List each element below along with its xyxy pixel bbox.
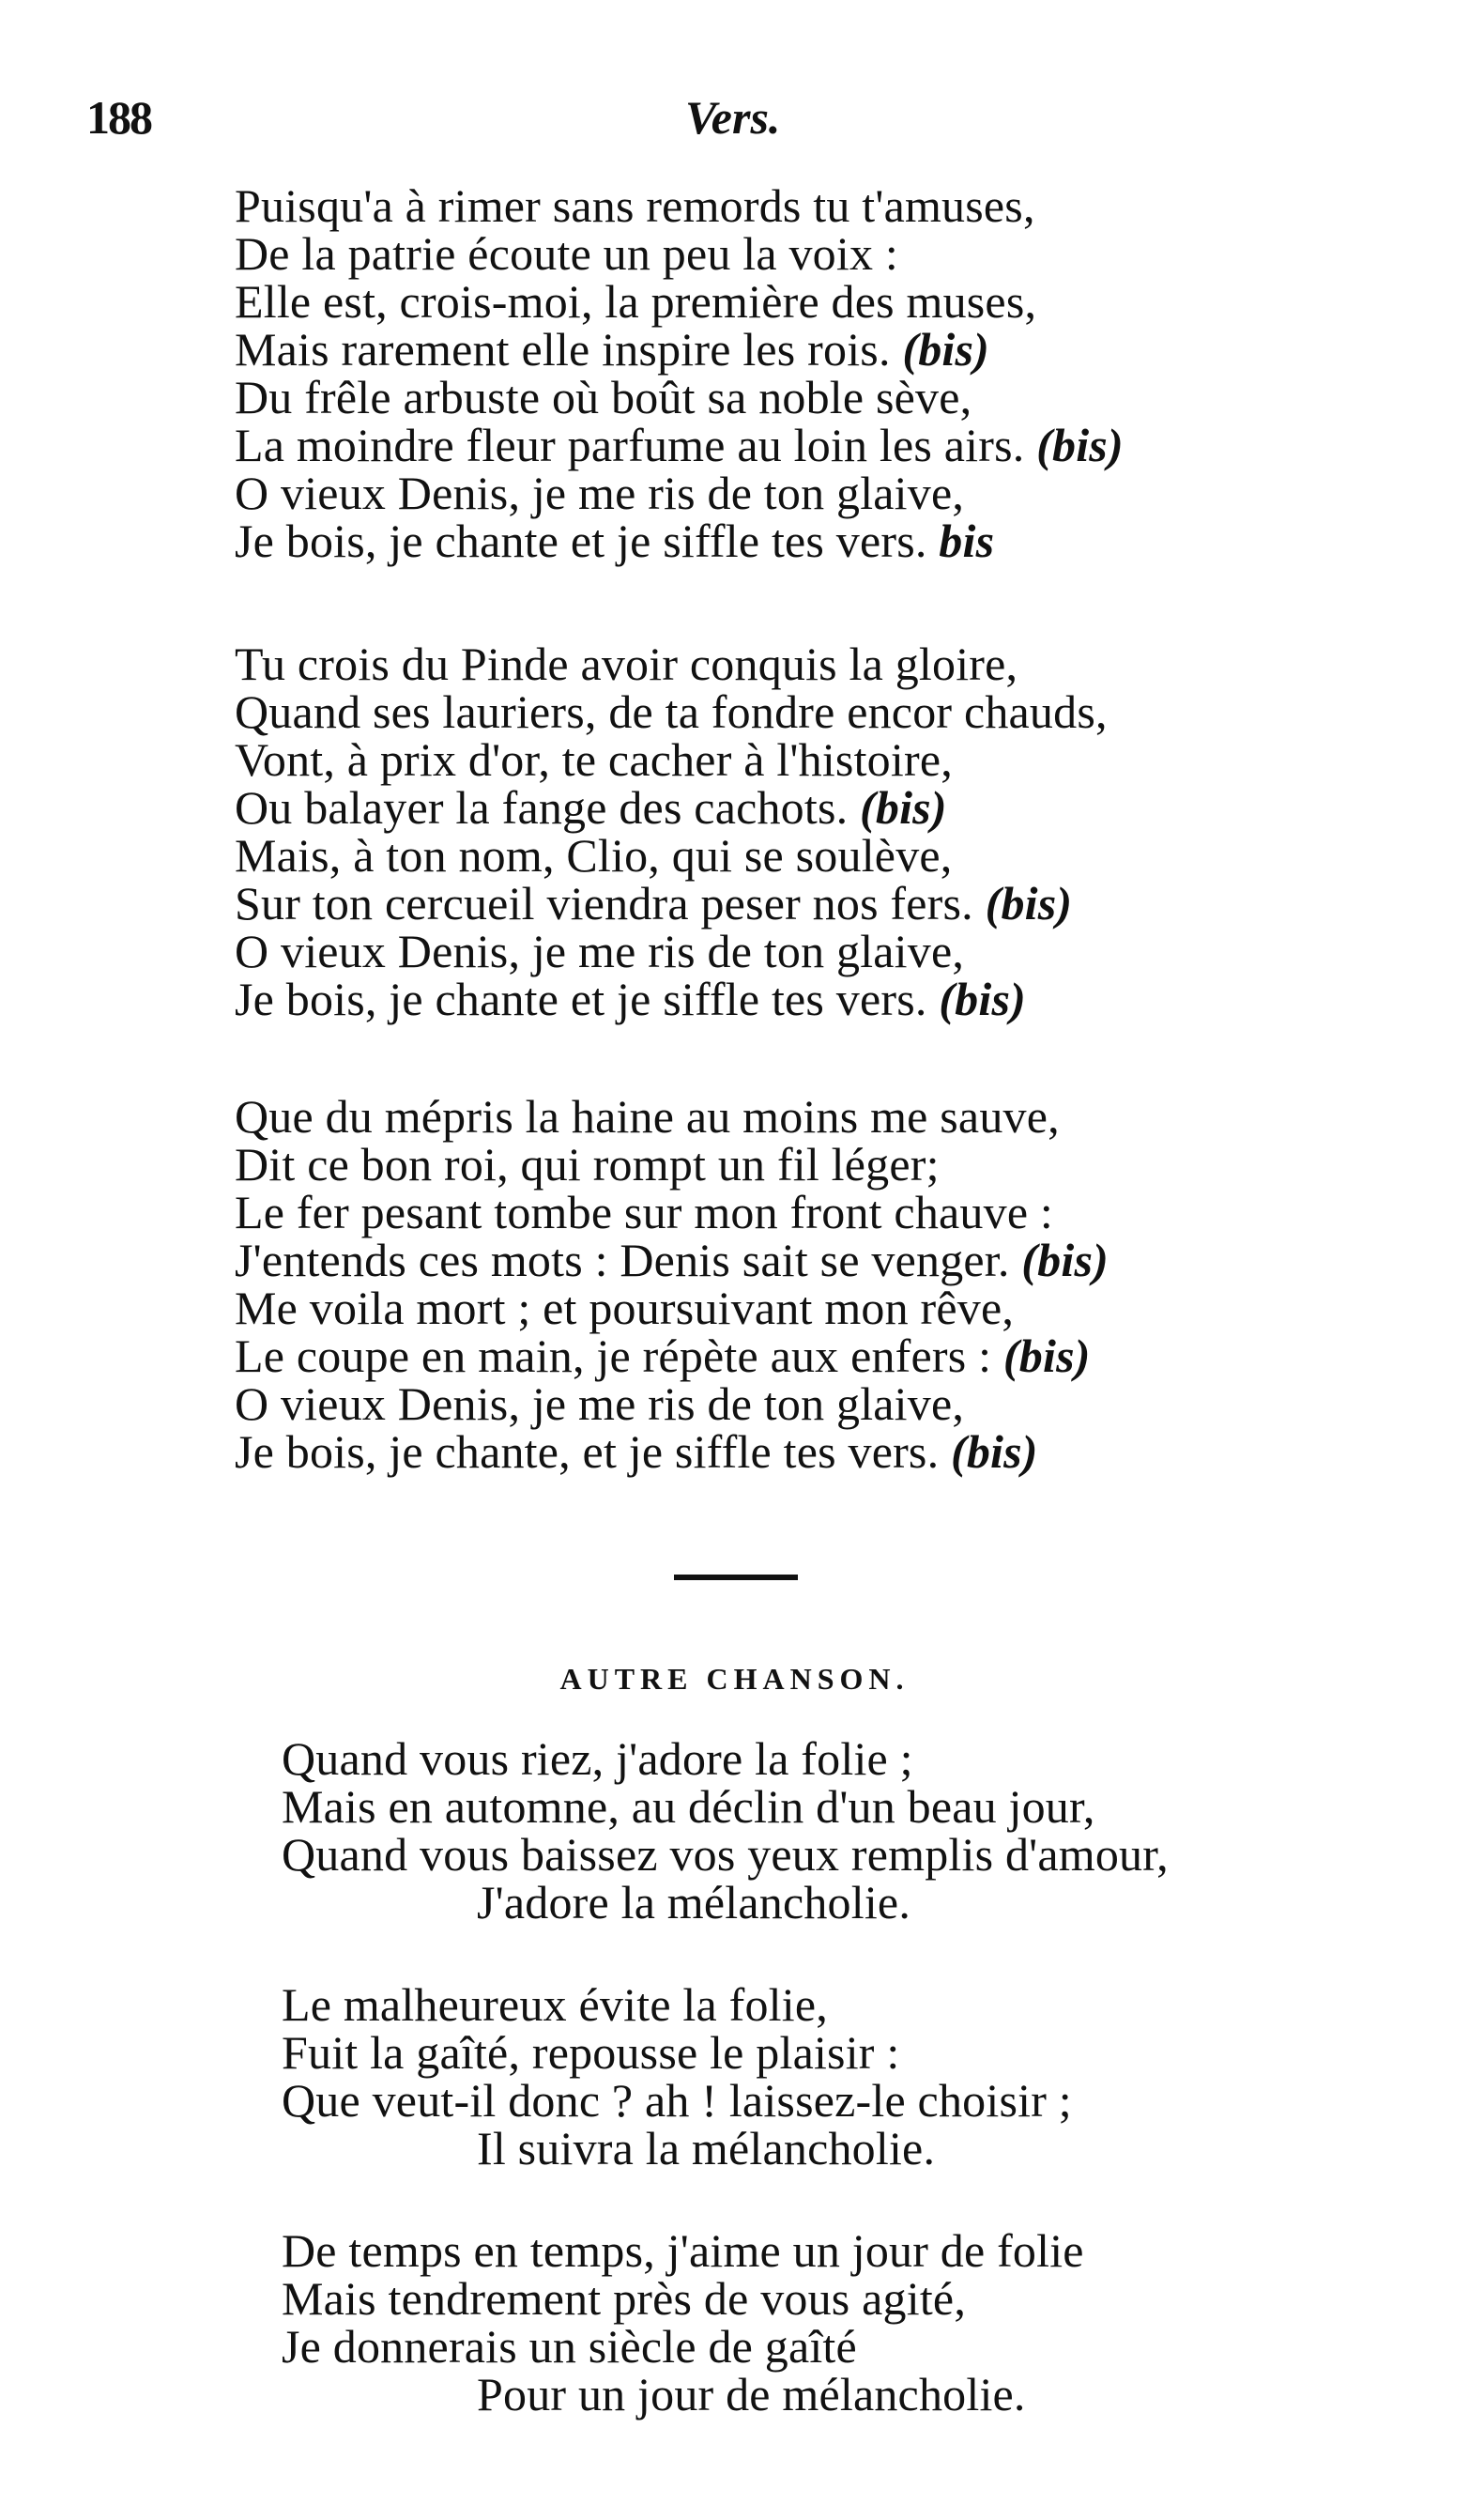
verse-line: Elle est, crois-moi, la première des muses, [235, 275, 1037, 328]
refrain-line: J'adore la mélancholie. [477, 1876, 911, 1928]
page-header [0, 90, 1469, 146]
verse-line: De temps en temps, j'aime un jour de folie [282, 2224, 1084, 2277]
section-divider [674, 1575, 798, 1580]
bis-marker: (bis) [1002, 1329, 1091, 1382]
verse-line: Mais en automne, au déclin d'un beau jour, [282, 1780, 1095, 1833]
verse-line: Le malheureux évite la folie, [282, 1978, 828, 2031]
verse-line: Mais, à ton nom, Clio, qui se soulève, [235, 829, 953, 882]
verse-line: Que veut-il donc ? ah ! laissez-le choisir ; [282, 2074, 1072, 2127]
verse-line: Le fer pesant tombe sur mon front chauve : [235, 1186, 1053, 1238]
bis-marker: (bis) [1021, 1234, 1109, 1286]
poem2-stanza-1 [282, 1732, 1169, 1928]
poem1-stanza-2 [235, 640, 1108, 1023]
bis-marker: (bis) [860, 781, 947, 834]
verse-line: Mais rarement elle inspire les rois. (bis) [235, 323, 990, 376]
verse-line: Sur ton cercueil viendra peser nos fers. (bis) [235, 877, 1073, 930]
poem2-stanza-3 [282, 2224, 1084, 2420]
verse-line: De la patrie écoute un peu la voix : [235, 227, 898, 280]
bis-marker: (bis) [1036, 419, 1124, 471]
verse-line: Ou balayer la fange des cachots. (bis) [235, 781, 947, 834]
running-head: Vers. [685, 91, 781, 144]
verse-line: O vieux Denis, je me ris de ton glaive, [235, 1377, 965, 1430]
verse-line: J'entends ces mots : Denis sait se venger. (bis) [235, 1234, 1109, 1286]
verse-line: La moindre fleur parfume au loin les airs. (bis) [235, 419, 1124, 471]
verse-line: Le coupe en main, je répète aux enfers : (bis) [235, 1329, 1091, 1382]
verse-line: Me voila mort ; et poursuivant mon rêve, [235, 1282, 1015, 1334]
verse-line: Dit ce bon roi, qui rompt un fil léger; [235, 1138, 940, 1191]
verse-line: Je bois, je chante et je siffle tes vers. (bis) [235, 973, 1026, 1025]
page-number: 188 [86, 91, 151, 144]
verse-line: Quand vous baissez vos yeux remplis d'amour, [282, 1828, 1169, 1881]
poem1-stanza-3 [235, 1090, 1109, 1478]
verse-line: Que du mépris la haine au moins me sauve, [235, 1090, 1060, 1143]
verse-line: O vieux Denis, je me ris de ton glaive, [235, 467, 965, 519]
verse-line: Quand ses lauriers, de ta fondre encor chauds, [235, 685, 1108, 738]
poem2-stanza-2 [282, 1978, 1072, 2174]
section-title: AUTRE CHANSON. [559, 1662, 910, 1696]
bis-marker: (bis) [951, 1425, 1038, 1478]
verse-line: O vieux Denis, je me ris de ton glaive, [235, 925, 965, 977]
refrain-line: Il suivra la mélancholie. [477, 2122, 936, 2174]
verse-line: Du frêle arbuste où boût sa noble sève, [235, 371, 972, 423]
verse-line: Fuit la gaîté, repousse le plaisir : [282, 2026, 900, 2079]
refrain-line: Pour un jour de mélancholie. [477, 2368, 1026, 2420]
bis-marker: (bis) [985, 877, 1073, 930]
verse-line: Vont, à prix d'or, te cacher à l'histoire, [235, 733, 953, 786]
bis-marker: bis [939, 515, 995, 567]
verse-line: Je bois, je chante et je siffle tes vers. bis [235, 515, 995, 567]
bis-marker: (bis) [939, 973, 1026, 1025]
verse-line: Puisqu'a à rimer sans remords tu t'amuses, [235, 179, 1035, 232]
verse-line: Je bois, je chante, et je siffle tes vers. (bis) [235, 1425, 1038, 1478]
bis-marker: (bis) [902, 323, 990, 376]
verse-line: Tu crois du Pinde avoir conquis la gloire, [235, 638, 1018, 690]
poem1-stanza-1 [235, 179, 1124, 567]
verse-line: Quand vous riez, j'adore la folie ; [282, 1732, 913, 1785]
verse-line: Je donnerais un siècle de gaîté [282, 2320, 857, 2373]
verse-line: Mais tendrement près de vous agité, [282, 2272, 967, 2325]
